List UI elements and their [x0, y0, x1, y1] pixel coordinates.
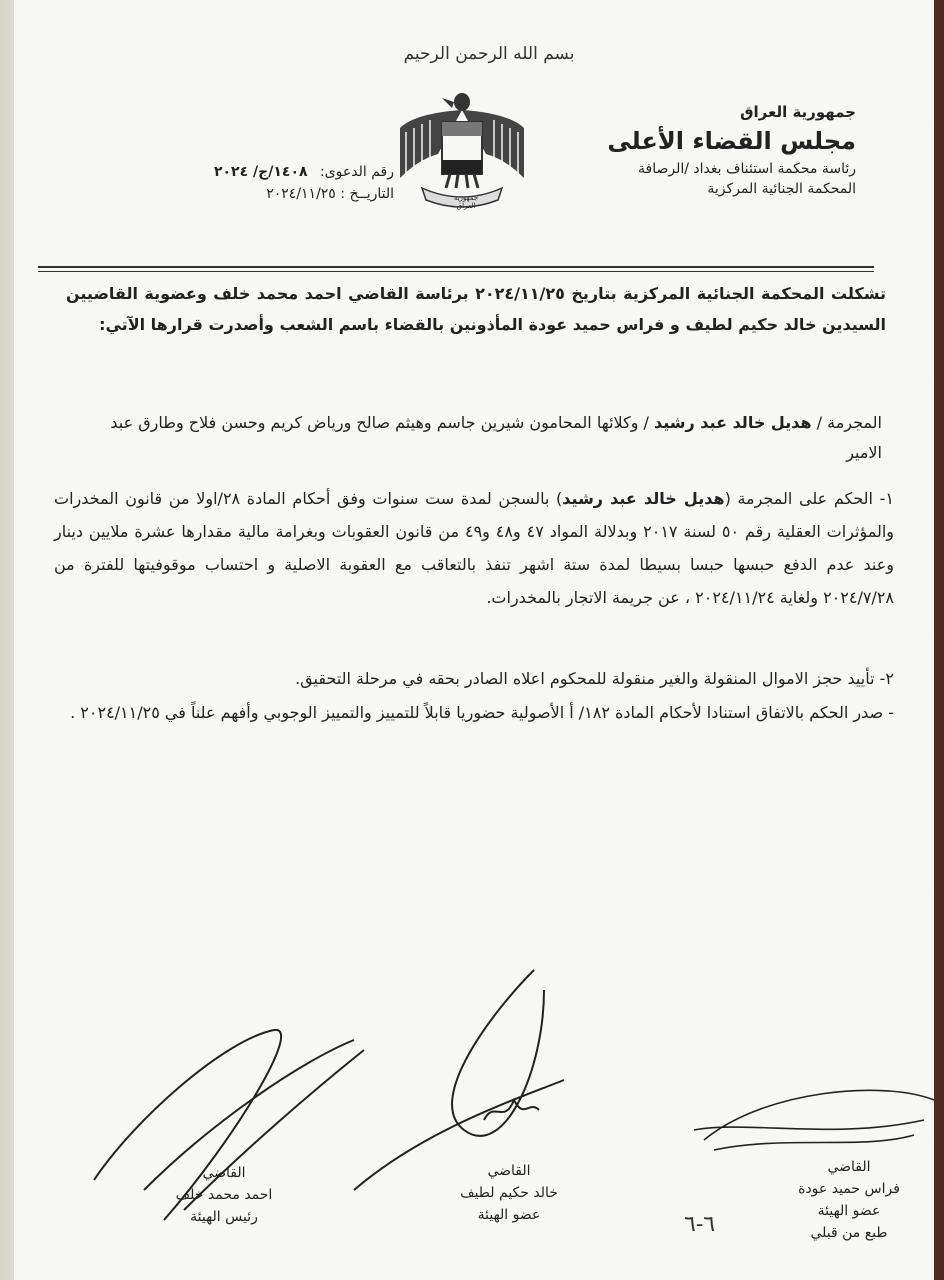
signature-name: احمد محمد خلف [175, 1187, 273, 1203]
iraq-emblem-icon [392, 88, 532, 210]
defendant-label: المجرمة / [816, 413, 882, 432]
header-case-info [154, 162, 394, 205]
basmala: بسم الله الرحمن الرحيم [403, 44, 575, 64]
document-page [14, 0, 934, 1280]
case-date-label: التاريــخ : [340, 185, 394, 202]
country-name: جمهورية العراق [740, 103, 856, 121]
signature-title: القاضي [827, 1159, 871, 1175]
signature-role: عضو الهيئة [477, 1207, 541, 1223]
convict-name: هديل خالد عبد رشيد [562, 489, 725, 508]
emblem-ribbon-text: جمهورية العراق [453, 194, 479, 210]
item-number: ١- [879, 489, 895, 508]
council-name: مجلس القضاء الأعلى [607, 126, 856, 155]
item-number: ٢- [879, 669, 894, 688]
verdict-item-2 [54, 662, 894, 695]
court-formation-paragraph: تشكلت المحكمة الجنائية المركزية بتاريخ ٢٠٢٤/١١/٢٥ برئاسة القاضي احمد محمد خلف وعضوية القاضيين السيدين خالد حكيم لطيف و فراس حميد عودة المأذونين بالقضاء باسم الشعب وأصدرت قرارها الآتي: [66, 284, 886, 334]
case-number-value: ١٤٠٨/ج/ ٢٠٢٤ [213, 164, 308, 180]
case-date-value: ٢٠٢٤/١١/٢٥ [266, 185, 336, 202]
court-presidency: رئاسة محكمة استئناف بغداد /الرصافة [638, 160, 856, 177]
signature-member-judge-1 [434, 1160, 584, 1226]
defendant-name: هديل خالد عبد رشيد [654, 413, 812, 432]
item-number: - [888, 703, 894, 722]
header-institution [556, 102, 856, 199]
signature-name: خالد حكيم لطيف [460, 1185, 558, 1201]
signature-name: فراس حميد عودة [798, 1181, 900, 1197]
item-text: صدر الحكم بالاتفاق استنادا لأحكام المادة ١٨٢/ أ الأصولية حضوريا قابلاً للتمييز والتمييز الوجوبي وأفهم علناً في ٢٠٢٤/١١/٢٥ . [70, 703, 884, 722]
header-divider-thin [38, 271, 874, 272]
header-divider [38, 266, 874, 268]
signature-note: طبع من قبلي [810, 1225, 888, 1241]
verdict-item-1 [54, 482, 894, 614]
signature-role: عضو الهيئة [817, 1203, 881, 1219]
signature-title: القاضي [202, 1165, 246, 1181]
case-number-line [154, 162, 394, 184]
case-date-line [154, 184, 394, 206]
court-name: المحكمة الجنائية المركزية [707, 180, 856, 197]
signature-presiding-judge [164, 1162, 284, 1228]
item-text: ) بالسجن لمدة ست سنوات وفق أحكام المادة ٢٨/اولا من قانون المخدرات والمؤثرات العقلية رقم ٥٠ لسنة ٢٠١٧ وبدلالة المواد ٤٧ و٤٨ و٤٩ من قانون العقوبات وبغرامة مالية مقدارها عشرة ملايين دينار وعند عدم الدفع حبسها حبسا بسيطا لمدة ستة اشهر تنفذ بالتعاقب مع العقوبة الاصلية و احتساب موقوفيتها للفترة من ٢٠٢٤/٧/٢٨ ولغاية ٢٠٢٤/١١/٢٤ ، عن جريمة الاتجار بالمخدرات. [54, 489, 895, 607]
handwritten-mark: ٦-٦ [684, 1212, 716, 1237]
item-text: تأييد حجز الاموال المنقولة والغير منقولة للمحكوم اعلاه الصادر بحقه في مرحلة التحقيق. [295, 669, 875, 688]
signature-member-judge-2 [774, 1156, 924, 1244]
defendant-lawyers: / وكلائها المحامون شيرين جاسم وهيثم صالح ورياض كريم وحسن فلاح وطارق عبد الامير [110, 413, 882, 462]
case-number-label: رقم الدعوى: [320, 164, 394, 180]
signature-role: رئيس الهيئة [190, 1209, 258, 1225]
defendant-line [72, 408, 882, 468]
signature-title: القاضي [487, 1163, 531, 1179]
item-text-pre: الحكم على المجرمة ( [724, 489, 873, 508]
verdict-item-3 [54, 696, 894, 729]
